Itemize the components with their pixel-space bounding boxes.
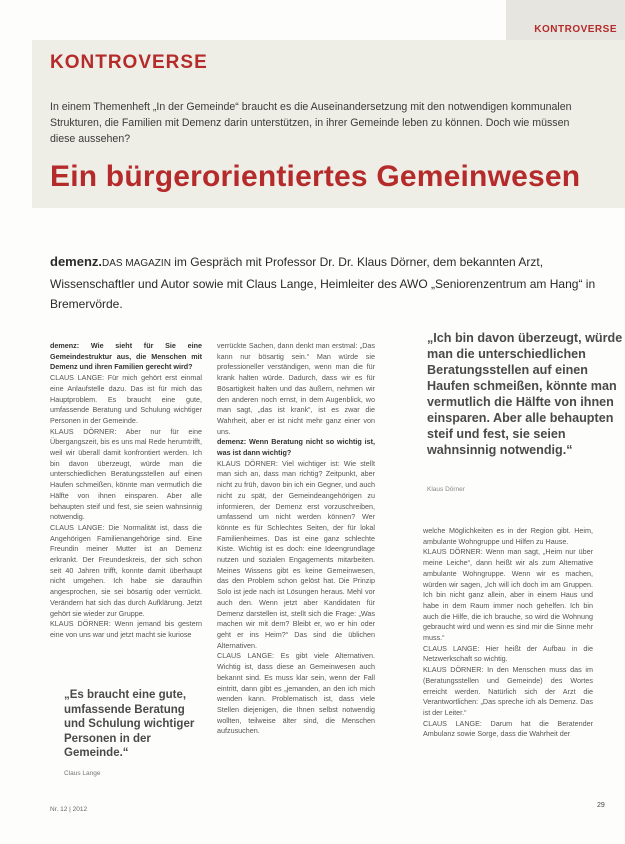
paragraph-text: verrückte Sachen, dann denkt man erstmal: „Das kann nur bösartig sein.“ Man würde sie professioneller verständigen, wenn man die für krank halten würde. Dadurch, dass wir es für Bösartigkeit halten und das äußern, nehmen wir den anderen noch ernst, in dem Augenblick, wo man sagt, „das ist krank“, ist es zwar die Wahrheit, aber er ist nicht mehr ganz einer von uns. [217, 341, 375, 436]
column-paragraph [50, 619, 202, 640]
pull-quote-right-author: Klaus Dörner [427, 486, 465, 493]
paragraph-text: CLAUS LANGE: Für mich gehört erst einmal eine Anlaufstelle dazu. Das ist für mich das Hauptproblem. Es braucht eine gute, umfassende Beratung und Schulung wichtiger Personen in der Gemeinde. [50, 373, 202, 425]
column-paragraph [423, 665, 593, 719]
pull-quote-left-author: Claus Lange [64, 770, 101, 777]
paragraph-text: KLAUS DÖRNER: Wenn jemand bis gestern eine von uns war und jetzt macht sie kuriose [50, 619, 202, 639]
pull-quote-left: „Es braucht eine gute, umfassende Beratung und Schulung wichtiger Personen in der Gemeinde.“ [64, 689, 195, 759]
paragraph-text: welche Möglichkeiten es in der Region gibt. Heim, ambulante Wohngruppe und Hilfen zu Hause. [423, 526, 593, 546]
column-paragraph [50, 341, 202, 373]
paragraph-text: KLAUS DÖRNER: Viel wichtiger ist: Wie stellt man sich an, dass man richtig? Zeitpunkt, aber nicht zu früh, davon bin ich ein Gegner, und auch nicht zu spät, der Gemeindeangehörigen zu informieren, der Demenz erst vorzuschreiben, umfassend um nicht werden können? Wer könnte es für Schlechtes Seiten, der für lokal Familienheimes. Das ist eine ganz schlechte Kiste. Wichtig ist es doch: eine Ideengrundlage nutzen und sozialen Engagements mitarbeiten. Meines Wissens gibt es keine Gemeinwesen, das den Problem schon gelöst hat. Die Prinzip Solo ist jede nach ist Lösungen heraus. Mehl vor auch den. Wenn jetzt aber Kandidaten für Demenz darstellen ist, stellt sich die Frage: „Was machen wir mit dem? Bleibt er, wo er hin oder geht er ins Heim?“ Das sind die üblichen Alternativen. [217, 458, 375, 650]
footer-issue: Nr. 12 | 2012 [50, 806, 88, 813]
paragraph-text: KLAUS DÖRNER: Aber nur für eine Übergangszeit, bis es uns mal Rede herumtrifft, weil wir überall damit konfrontiert werden. Ich bin davon überzeugt, würde man die unterschiedlichen Beratungsstellen auf einen Haufen schmeißen, könnte man vermutlich die Hälfte von ihnen einsparen. Aber alle behaupten steif und fest, sie seien wahnsinnig notwendig. [50, 426, 202, 522]
column-paragraph [217, 341, 375, 437]
column-paragraph [423, 719, 593, 740]
text-column-2 [217, 341, 375, 737]
column-paragraph [217, 459, 375, 652]
text-column-1 [50, 341, 202, 641]
paragraph-text: CLAUS LANGE: Darum hat die Beratender Ambulanz sowie Sorge, dass die Wahrheit der [423, 718, 593, 739]
paragraph-text: CLAUS LANGE: Hier heißt der Aufbau in die Netzwerkschaft so wichtig. [423, 643, 593, 664]
interview-question: demenz: Wenn Beratung nicht so wichtig ist, was ist dann wichtig? [217, 437, 375, 458]
column-paragraph [50, 523, 202, 619]
corner-section-label: KONTROVERSE [534, 24, 617, 35]
column-paragraph [50, 427, 202, 523]
column-paragraph [423, 547, 593, 643]
paragraph-text: KLAUS DÖRNER: Wenn man sagt, „Heim nur über meine Leiche“, dann heißt wir als zum Alternative ambulante Wohngruppe. Wenn wir es machen, würden wir sagen, „Ich will ich doch im am Gruppen. Ich bin nicht ganz allein, aber in einem Haus und habe in dem Raum immer noch gehelfen. Ich bin auch die Hilfe, die ich brauche, so wird die Wohnung gebraucht wird und wenn es sind mir die Sinne mehr muss.“ [423, 547, 593, 643]
column-paragraph [423, 644, 593, 665]
brand-name: demenz. [50, 254, 103, 269]
page-number: 29 [597, 802, 605, 809]
intro-paragraph: In einem Themenheft „In der Gemeinde“ braucht es die Auseinandersetzung mit den notwendigen kommunalen Strukturen, die Familien mit Demenz darin unterstützen, in ihrer Gemeinde leben zu können. Doch wie müssen diese aussehen? [50, 101, 572, 145]
column-paragraph [50, 373, 202, 427]
pull-quote-right: „Ich bin davon überzeugt, würde man die unterschiedlichen Beratungsstellen auf einen Haufen schmeißen, könnte man vermutlich die Hälfte von ihnen einsparen. Aber alle behaupten steif und fest, sie seien wahnsinnig notwendig.“ [427, 331, 623, 457]
column-paragraph [217, 437, 375, 458]
paragraph-text: CLAUS LANGE: Es gibt viele Alternativen. Wichtig ist, dass diese an Gemeinwesen auch bekannt sind. Es muss klar sein, wenn der Fall eintritt, dann gibt es „jemanden, an den ich mich wenden kann. Problematisch ist, dass viele Stellen diejenigen, die Ihnen selbst notwendig wollten, teilweise älter sind, die Menschen aufzusuchen. [217, 651, 375, 736]
paragraph-text: KLAUS DÖRNER: In den Menschen muss das im (Beratungsstellen und Gemeinde) des Wortes erreicht werden. Natürlich sich der Arzt die Verantwortlichen: „Das spreche ich als Demenz. Das ist der Leiter.“ [423, 665, 593, 717]
brand-suffix: DAS MAGAZIN [102, 258, 171, 269]
corner-tab [506, 0, 625, 40]
article-subhead [50, 252, 610, 314]
text-column-3 [423, 526, 593, 740]
article-headline: Ein bürgerorientiertes Gemeinwesen [50, 160, 581, 193]
paragraph-text: CLAUS LANGE: Die Normalität ist, dass die Angehörigen Familienangehörige sind. Eine Freundin meiner Mutter ist an Demenz erkrankt. Der Freundeskreis, der sich schon seit 40 Jahren trifft, konnte damit überhaupt nicht umgehen. Ich habe sie daraufhin angesprochen, sie sei bösartig oder verrückt. Verändern hat sich das durch Aufklärung. Jetzt gehört sie wieder zur Gruppe. [50, 522, 202, 618]
column-paragraph [423, 526, 593, 547]
interview-question: demenz: Wie sieht für Sie eine Gemeindestruktur aus, die Menschen mit Demenz und ihren Familien gerecht wird? [50, 341, 202, 372]
column-paragraph [217, 651, 375, 737]
subhead-text: im Gespräch mit Professor Dr. Dr. Klaus Dörner, dem bekannten Arzt, Wissenschaftler und Autor sowie mit Claus Lange, Heimleiter des AWO „Seniorenzentrum am Hang“ in Bremervörde. [50, 255, 596, 311]
section-title: KONTROVERSE [50, 52, 208, 73]
